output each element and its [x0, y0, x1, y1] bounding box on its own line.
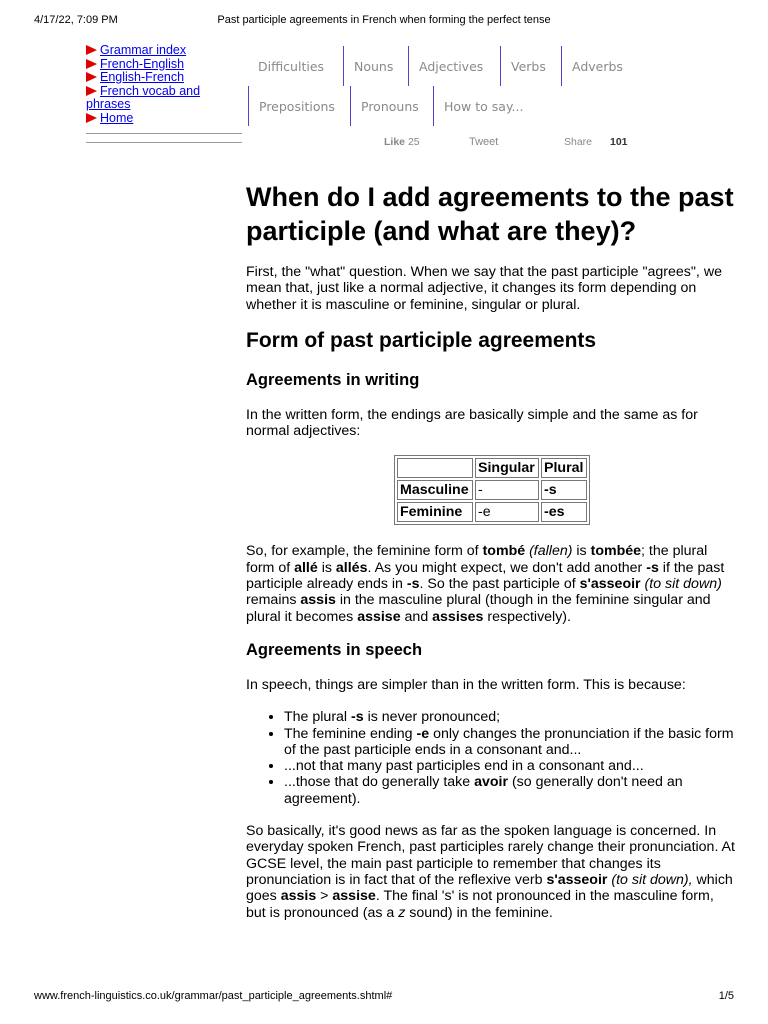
vocab-link[interactable] — [86, 84, 200, 112]
print-url: www.french-linguistics.co.uk/grammar/past_participle_agreements.shtml# — [34, 990, 393, 1002]
list-item: • The feminine ending -e only changes the pronunciation if the basic form of the past participle ends in a consonant and... — [284, 726, 736, 759]
sidebar-item-grammar-index[interactable] — [86, 44, 242, 58]
sidebar-divider — [86, 133, 242, 134]
final-paragraph: So basically, it's good news as far as the spoken language is concerned. In everyday spoken French, past participles rarely change their pronunciation. At GCSE level, the main past participle to remember that changes its pronunciation is in fact that of the reflexive verb s'asseoir (to sit down), which goes assis > assise. The final 's' is not pronounced in the masculine form, but is pronounced (as a z sound) in the feminine. — [246, 823, 735, 921]
red-arrow-icon — [86, 72, 97, 82]
list-item: • The plural -s is never pronounced; — [284, 709, 736, 725]
writing-heading: Agreements in writing — [246, 370, 420, 389]
table-cell: -es — [541, 502, 587, 522]
nav-prepositions[interactable]: Prepositions — [248, 86, 335, 126]
red-arrow-icon — [86, 45, 97, 55]
sidebar-item-french-english[interactable] — [86, 58, 242, 72]
list-item: • ...those that do generally take avoir (so generally don't need an agreement). — [284, 774, 736, 807]
share-button[interactable]: Share — [564, 136, 593, 148]
red-arrow-icon — [86, 113, 97, 123]
nav-verbs[interactable]: Verbs — [500, 46, 546, 86]
table-cell: -e — [475, 502, 539, 522]
print-title: Past participle agreements in French when forming the perfect tense — [217, 14, 551, 26]
page-number: 1/5 — [718, 990, 734, 1002]
vocab-link-line1: French vocab and — [100, 83, 201, 98]
sidebar-item-vocab[interactable] — [86, 85, 242, 112]
sidebar-divider — [86, 142, 242, 143]
grammar-index-link[interactable]: Grammar index — [100, 43, 187, 57]
writing-paragraph: In the written form, the endings are basically simple and the same as for normal adjectives: — [246, 406, 698, 440]
home-link[interactable]: Home — [100, 110, 134, 125]
french-english-link[interactable]: French-English — [100, 56, 185, 71]
nav-adjectives[interactable]: Adjectives — [408, 46, 483, 86]
top-nav-row — [248, 86, 648, 126]
nav-pronouns[interactable]: Pronouns — [350, 86, 419, 126]
agreement-table — [394, 455, 590, 525]
table-header-singular: Singular — [475, 458, 539, 478]
vocab-link-line2: phrases — [86, 97, 131, 111]
table-row — [397, 502, 587, 522]
intro-paragraph: First, the "what" question. When we say that the past participle "agrees", we mean that, just like a normal adjective, it changes its form depending on whether it is masculine or feminine, singular or plural. — [246, 264, 722, 313]
article — [246, 180, 736, 937]
tweet-button[interactable]: Tweet — [469, 136, 499, 148]
nav-how-to-say[interactable]: How to say... — [433, 86, 523, 126]
list-item: • ...not that many past participles end in a consonant and... — [284, 758, 736, 774]
sidebar-item-english-french[interactable] — [86, 71, 242, 85]
sidebar-item-home[interactable] — [86, 112, 242, 126]
like-label: Like — [384, 136, 406, 148]
print-header — [34, 14, 734, 28]
red-arrow-icon — [86, 59, 97, 69]
share-count: 101 — [610, 136, 628, 148]
example-paragraph: So, for example, the feminine form of tombé (fallen) is tombée; the plural form of allé is allés. As you might expect, we don't add another -s if the past participle already ends in -s. So the past participle of s'asseoir (to sit down) remains assis in the masculine plural (though in the feminine singular and plural it becomes assise and assises respectively). — [246, 543, 725, 625]
sidebar-nav — [86, 44, 242, 125]
section-heading: Form of past participle agreements — [246, 328, 597, 352]
table-cell: - — [475, 480, 539, 500]
nav-difficulties[interactable]: Difficulties — [258, 59, 325, 74]
top-nav-row — [248, 46, 648, 86]
table-header-plural: Plural — [541, 458, 587, 478]
row-label-feminine: Feminine — [397, 502, 473, 522]
speech-heading: Agreements in speech — [246, 640, 423, 659]
nav-adverbs[interactable]: Adverbs — [561, 46, 623, 86]
english-french-link[interactable]: English-French — [100, 70, 185, 84]
nav-nouns[interactable]: Nouns — [343, 46, 393, 86]
print-footer — [34, 990, 734, 1004]
like-button[interactable] — [384, 136, 420, 148]
table-header-row — [397, 458, 587, 478]
table-cell — [397, 458, 473, 478]
speech-paragraph: In speech, things are simpler than in the written form. This is because: — [246, 676, 686, 693]
like-count: 25 — [407, 136, 420, 148]
print-date: 4/17/22, 7:09 PM — [34, 14, 118, 26]
table-row — [397, 480, 587, 500]
speech-list — [246, 709, 736, 807]
table-cell: -s — [541, 480, 587, 500]
top-nav — [248, 46, 648, 126]
row-label-masculine: Masculine — [397, 480, 473, 500]
page-title: When do I add agreements to the past participle (and what are they)? — [246, 182, 734, 246]
red-arrow-icon — [86, 86, 97, 96]
